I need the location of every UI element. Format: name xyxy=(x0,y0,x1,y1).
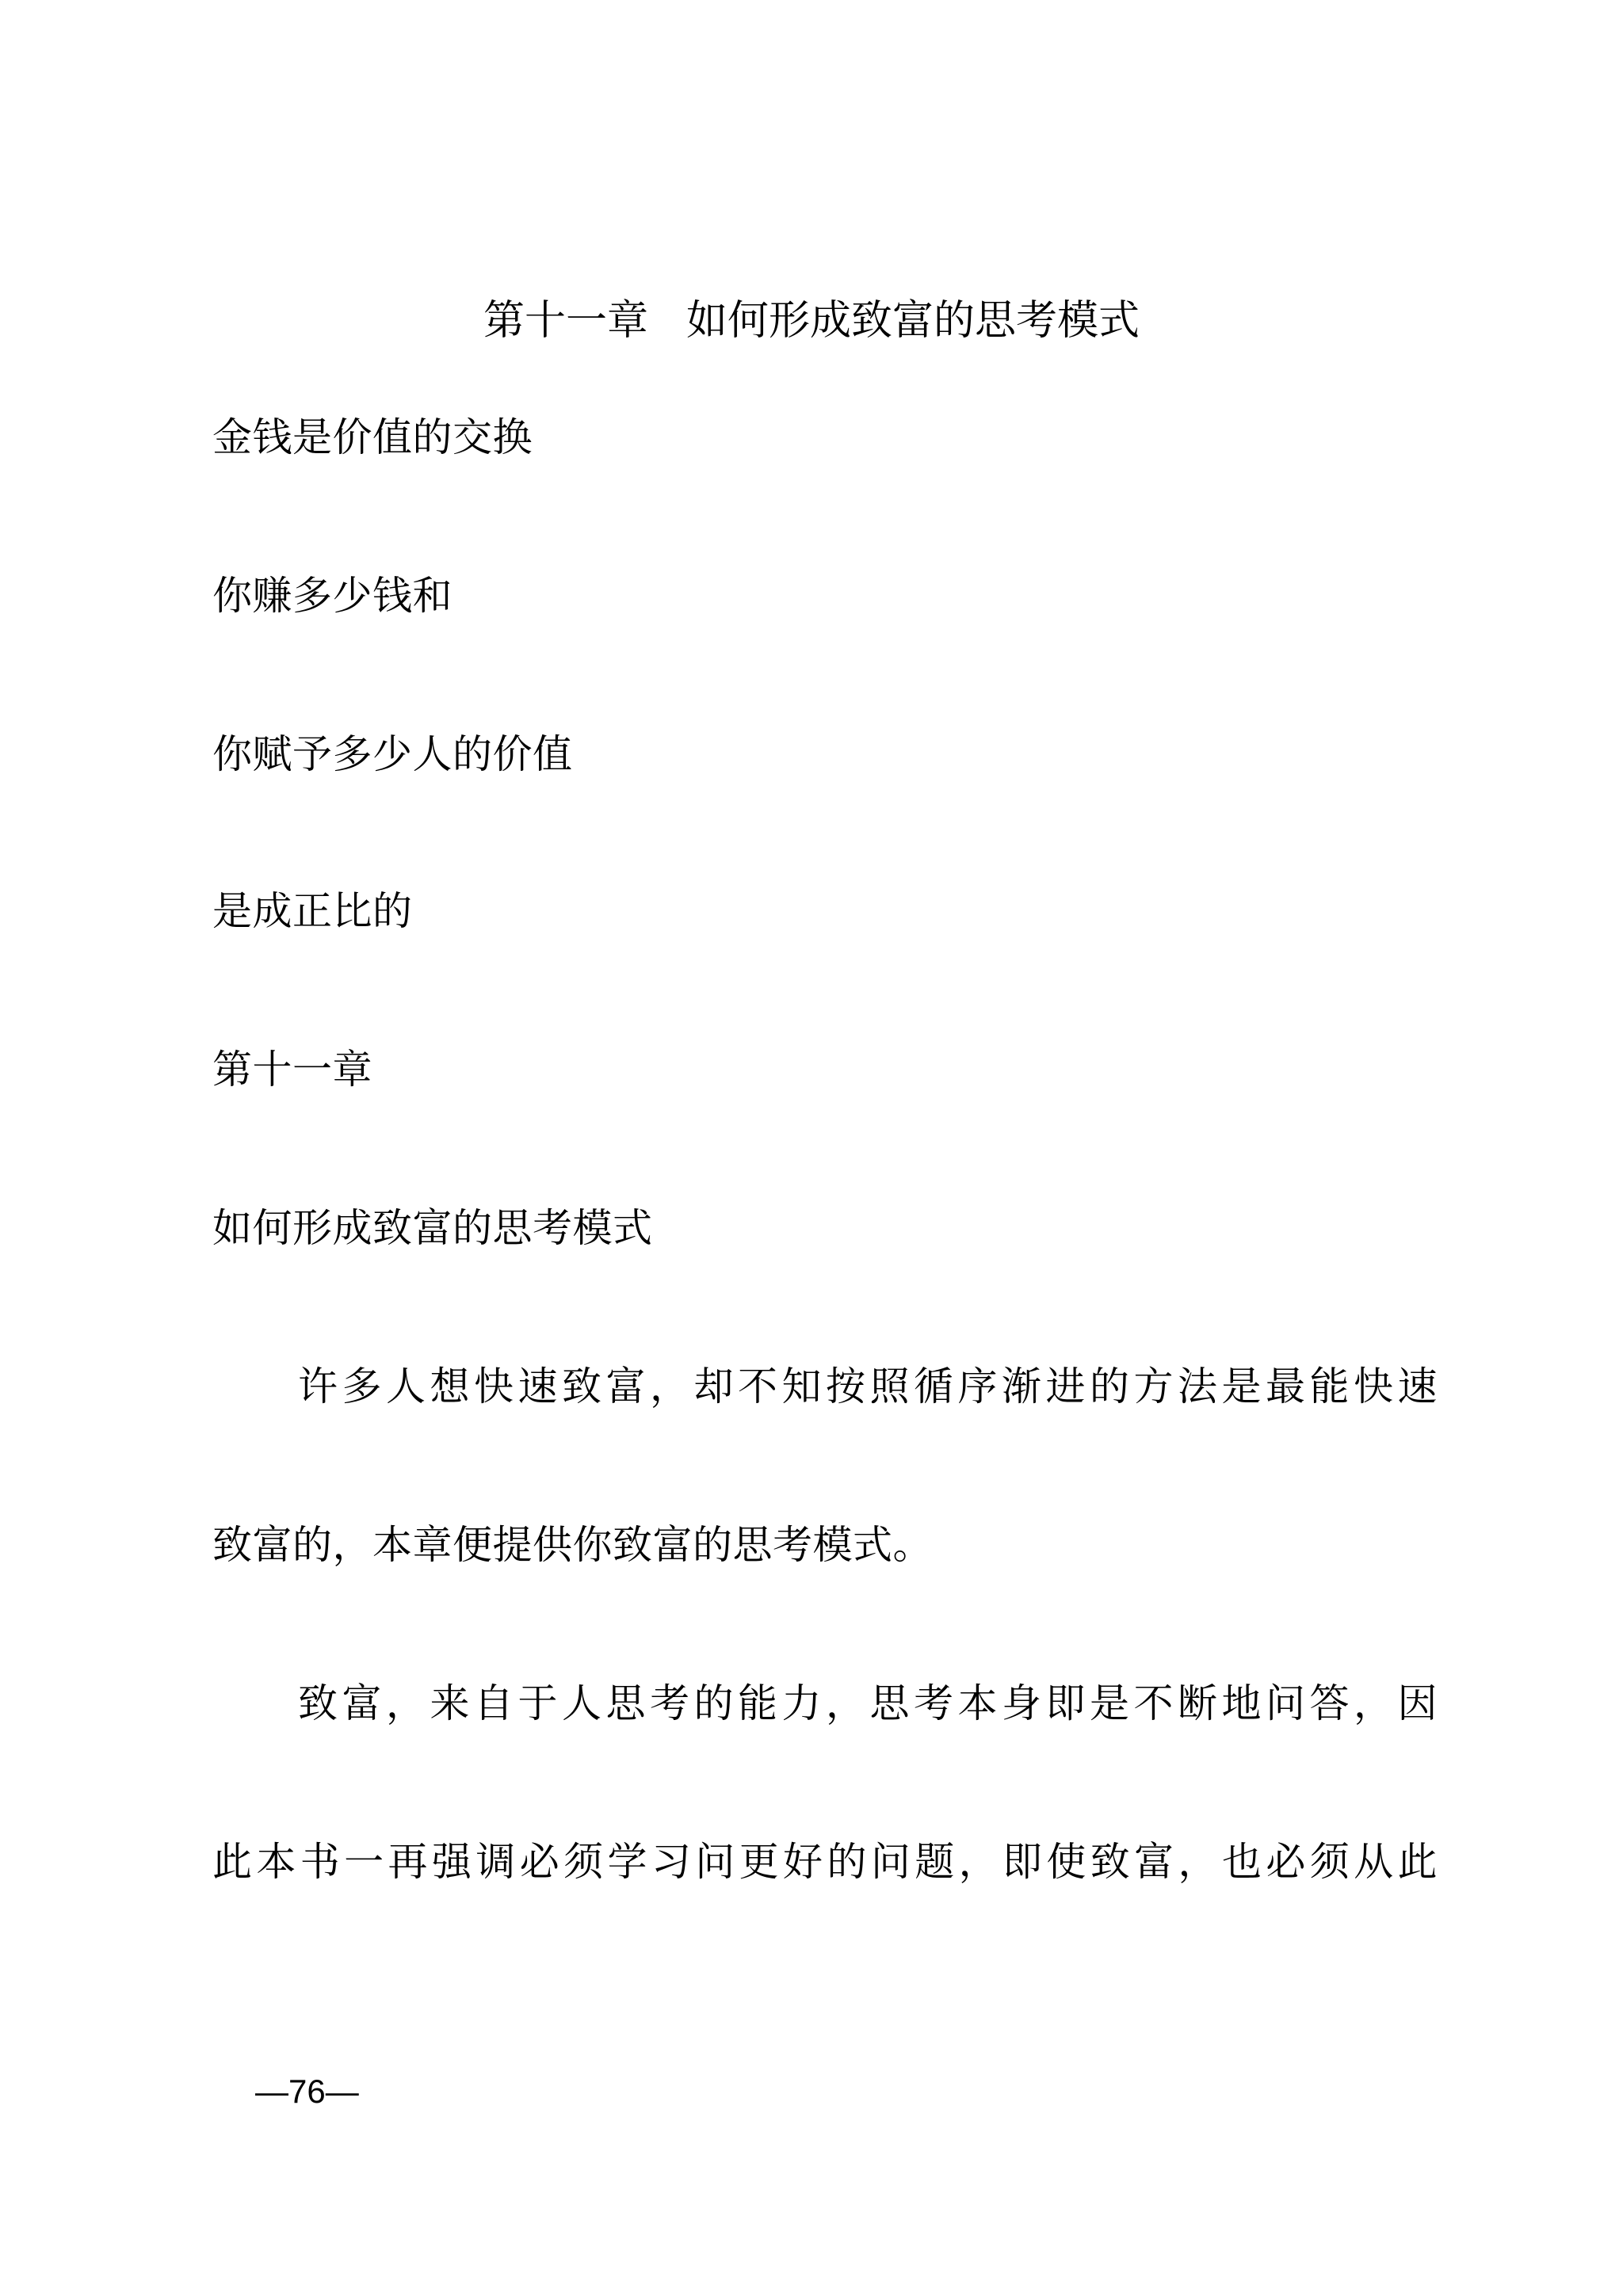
verse-line: 金钱是价值的交换 xyxy=(212,414,533,460)
paragraph-line: 致富的，本章便提供你致富的思考模式。 xyxy=(212,1522,933,1568)
verse-line: 你赚多少钱和 xyxy=(212,573,453,619)
chapter-label-line: 第十一章 xyxy=(212,1047,372,1093)
verse-line: 是成正比的 xyxy=(212,888,413,934)
paragraph-line: 许多人想快速致富，却不知按照循序渐进的方法是最能快速 xyxy=(298,1363,1438,1409)
chapter-title: 如何形成致富的思考模式 xyxy=(686,297,1140,345)
page-number: —76— xyxy=(255,2073,359,2110)
verse-line: 你赋予多少人的价值 xyxy=(212,731,573,777)
chapter-title-line: 如何形成致富的思考模式 xyxy=(212,1205,653,1251)
paragraph-line: 致富，来自于人思考的能力，思考本身即是不断地问答，因 xyxy=(298,1680,1438,1726)
chapter-number: 第十一章 xyxy=(483,297,648,345)
chapter-heading xyxy=(0,293,1623,349)
paragraph-line: 此本书一再强调必须学习问更好的问题，即使致富，也必须从此 xyxy=(212,1839,1438,1885)
